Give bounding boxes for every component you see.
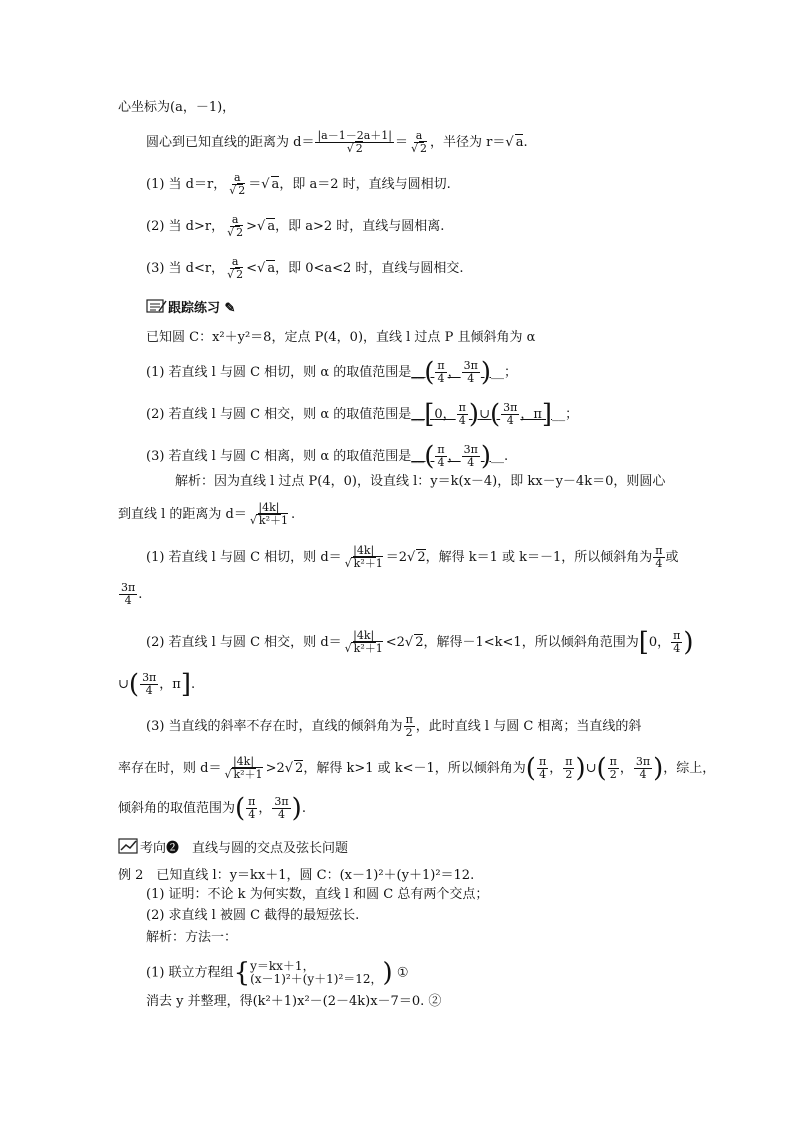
open-bracket: [	[638, 627, 649, 658]
text: 率存在时，则 d＝	[118, 761, 222, 776]
text-line	[146, 994, 441, 1010]
denominator: √ k²＋1	[344, 557, 383, 570]
text: .	[191, 677, 196, 692]
denominator: 4	[655, 557, 663, 570]
text-line: (2) 当 d>r， $\frac{a}{√ 2}$ >√ a，即 a>2 时，直线与圆相离.	[146, 213, 445, 239]
close-paren: )	[291, 793, 302, 824]
numerator: a	[231, 213, 239, 226]
section-title: 跟踪练习	[168, 301, 221, 316]
denominator: √ k²＋1	[224, 768, 263, 781]
radicand: k²＋1	[353, 642, 383, 655]
denominator: 4	[248, 808, 256, 821]
text: (1) 当 d＝r，	[146, 177, 227, 192]
denominator: √ 2	[229, 184, 246, 197]
equation-row: y＝kx＋1，	[250, 959, 315, 973]
text-line	[146, 930, 237, 946]
numerator: π	[437, 359, 445, 372]
text: .	[523, 135, 528, 150]
text: ，解得 k>1 或 k<－1，所以倾斜角为	[303, 761, 526, 776]
denominator: 4	[124, 594, 132, 607]
text-line	[146, 357, 518, 388]
numerator: 3π	[142, 671, 157, 684]
text: 0，	[434, 407, 456, 422]
radicand: a	[271, 177, 280, 192]
fraction	[501, 402, 519, 427]
close-paren: )	[468, 399, 480, 430]
text: ，π	[520, 407, 542, 422]
numerator: 3π	[274, 795, 289, 808]
text-line: (3) 当 d<r， $\frac{a}{√ 2}$ <√ a，即 0<a<2 时，直线与圆相交.	[146, 255, 464, 281]
fraction	[653, 545, 664, 570]
numerator: π	[609, 755, 617, 768]
text: (3) 当直线的斜率不存在时，直线的倾斜角为	[146, 719, 403, 734]
pen-icon: ✎	[224, 301, 236, 316]
text: __	[411, 365, 425, 380]
open-paren: (	[424, 357, 435, 388]
text: 心坐标为(a，－1)，	[118, 100, 236, 115]
text-line: (1) 若直线 l 与圆 C 相切，则 d＝ $\frac{|4k|}{\text{√ k²＋1}}$ ＝2√ 2，解得 k＝1 或 k＝－1，所以倾斜角为 $\frac{\pi}{4}$ 或	[146, 544, 679, 570]
denominator: 4	[437, 372, 445, 385]
radicand: 2	[417, 550, 426, 565]
radicand: 2	[236, 226, 244, 239]
open-paren: (	[596, 753, 607, 784]
text: (2) 当 d>r，	[146, 219, 225, 234]
section-header	[118, 838, 348, 859]
text-line	[146, 714, 641, 739]
fraction	[435, 360, 446, 385]
radicand: a	[515, 135, 524, 150]
text-line: 率存在时，则 d＝ $\frac{|4k|}{\text{√ k²＋1}}$ >2√ 2，解得 k>1 或 k<－1，所以倾斜角为( $\frac{\pi}{4}$ ， $\frac{\pi}{2}$ )∪( $\frac{\pi}{2}$ ， $\frac{3\pi}{4}$ )，综上，	[118, 753, 716, 784]
fraction	[462, 444, 480, 469]
numerator: π	[538, 755, 547, 768]
denominator: 2	[565, 768, 573, 781]
text: ，	[447, 365, 461, 380]
numerator: 3π	[635, 755, 651, 768]
text-line: (2) 若直线 l 与圆 C 相交，则 d＝ $\frac{|4k|}{\text{√ k²＋1}}$ <2√ 2，解得－1<k<1，所以倾斜角范围为[0， $\frac{\pi}{4}$ )	[146, 627, 694, 658]
text-line	[146, 887, 488, 903]
numerator: 3π	[463, 359, 478, 372]
numerator: |4k|	[353, 629, 375, 642]
text: ，综上，	[663, 761, 716, 776]
radicand: k²＋1	[233, 768, 263, 781]
text: (2) 若直线 l 与圆 C 相交，则 d＝	[146, 635, 342, 650]
text: .	[290, 507, 296, 522]
close-paren: )	[683, 627, 694, 658]
text: 圆心到已知直线的距离为 d＝	[146, 135, 315, 150]
text: >	[246, 219, 258, 234]
numerator: 3π	[463, 443, 478, 456]
numerator: π	[655, 544, 663, 557]
text: ，π	[159, 677, 181, 692]
numerator: a	[233, 171, 241, 184]
text: (2) 求直线 l 被圆 C 截得的最短弦长.	[146, 908, 360, 923]
open-bracket: [	[424, 399, 435, 430]
text-line	[118, 793, 306, 824]
text: ，此时直线 l 与圆 C 相离；当直线的斜	[415, 719, 642, 734]
denominator: √ k²＋1	[249, 514, 288, 527]
text: (1) 若直线 l 与圆 C 相切，则 α 的取值范围是	[146, 365, 412, 380]
text: 或	[665, 550, 679, 565]
fraction	[634, 756, 652, 781]
text-line	[146, 908, 359, 924]
numerator: π	[458, 401, 466, 414]
denominator: √ 2	[346, 142, 363, 155]
fraction	[248, 502, 290, 527]
fraction	[227, 172, 247, 197]
close-paren: )	[480, 441, 492, 472]
text: ，即 0<a<2 时，直线与圆相交.	[275, 261, 464, 276]
text: ∪	[585, 761, 597, 776]
open-paren: (	[235, 793, 246, 824]
fraction	[343, 630, 385, 655]
denominator: 4	[145, 684, 153, 697]
denominator: √ 2	[411, 142, 428, 155]
denominator: 4	[437, 456, 445, 469]
text: ∪	[479, 407, 490, 422]
numerator: |4k|	[232, 755, 255, 768]
numerator: π	[437, 443, 445, 456]
text: ，半径为 r＝	[430, 135, 506, 150]
answer-blank: __[0， $\frac{\pi}{4}$ )∪( $\frac{3\pi}{4}$ ，π]	[411, 399, 553, 430]
fraction	[343, 545, 385, 570]
fraction	[315, 130, 394, 155]
answer-blank	[411, 357, 492, 388]
fraction	[222, 756, 264, 781]
text: __；	[552, 407, 579, 422]
text-line	[146, 399, 579, 430]
fraction	[457, 402, 468, 427]
numerator: π	[673, 629, 681, 642]
text-line	[118, 582, 142, 607]
numerator: a	[415, 129, 423, 142]
denominator: 4	[458, 414, 466, 427]
fraction	[462, 360, 480, 385]
text: 已知圆 C：x²＋y²＝8，定点 P(4，0)，直线 l 过点 P 且倾斜角为 α	[146, 330, 536, 345]
fraction	[671, 630, 682, 655]
radicand: 2	[238, 184, 246, 197]
text: 倾斜角的取值范围为	[118, 801, 236, 816]
text-line	[175, 474, 665, 490]
radicand: a	[267, 261, 276, 276]
close-paren: )	[480, 357, 492, 388]
numerator: π	[565, 755, 573, 768]
radicand: 2	[355, 142, 363, 155]
numerator: 3π	[121, 581, 136, 594]
text: 到直线 l 的距离为 d＝	[118, 507, 247, 522]
text: >2	[265, 761, 285, 776]
text-line	[146, 441, 509, 472]
text-line	[118, 100, 235, 116]
text: ，即 a＝2 时，直线与圆相切.	[279, 177, 451, 192]
fraction	[140, 672, 158, 697]
text: __；	[491, 365, 518, 380]
radicand: k²＋1	[258, 514, 288, 527]
open-paren: (	[128, 669, 140, 700]
fraction	[225, 256, 245, 281]
open-paren: (	[489, 399, 501, 430]
numerator: |4k|	[353, 544, 375, 557]
denominator: 4	[278, 808, 286, 821]
text-line: (1) 当 d＝r， $\frac{a}{√ 2}$ ＝√ a，即 a＝2 时，直线与圆相切.	[146, 171, 451, 197]
denominator: 4	[539, 768, 547, 781]
radicand: 2	[295, 761, 304, 776]
text: 解析：方法一：	[146, 930, 238, 945]
denominator: 4	[467, 456, 475, 469]
open-brace: {	[233, 958, 251, 988]
denominator: 4	[639, 768, 647, 781]
numerator: 3π	[503, 401, 518, 414]
close-paren: )	[575, 753, 586, 784]
practice-icon	[146, 298, 168, 319]
fraction	[409, 130, 429, 155]
numerator: |a－1－2a＋1|	[317, 129, 392, 142]
text: <2	[385, 635, 405, 650]
text: ，解得 k＝1 或 k＝－1，所以倾斜角为	[425, 550, 653, 565]
denominator: 4	[506, 414, 514, 427]
section-title: 直线与圆的交点及弦长问题	[179, 841, 349, 856]
radicand: 2	[236, 268, 244, 281]
text: (1) 证明：不论 k 为何实数，直线 l 和圆 C 总有两个交点；	[146, 887, 489, 902]
text: ∪	[118, 677, 129, 692]
denominator: √ k²＋1	[344, 642, 383, 655]
text: ＝	[248, 177, 262, 192]
trend-icon	[118, 838, 140, 859]
text: <	[246, 261, 258, 276]
open-paren: (	[424, 441, 435, 472]
radicand: k²＋1	[353, 557, 383, 570]
close-bracket: ]	[541, 399, 553, 430]
answer-blank: __( $\frac{\pi}{4}$ ， $\frac{3\pi}{4}$ )	[411, 441, 492, 472]
denominator: √ 2	[227, 268, 244, 281]
fraction	[608, 756, 619, 781]
denominator: 2	[405, 726, 413, 739]
denominator: 2	[609, 768, 617, 781]
text: .	[138, 587, 143, 602]
text-line	[118, 502, 295, 527]
section-label: 考向	[140, 841, 167, 856]
text: ＝2	[385, 550, 408, 565]
close-bracket: ]	[180, 669, 191, 700]
numerator: π	[248, 795, 256, 808]
text: ，	[258, 801, 272, 816]
fraction	[225, 214, 245, 239]
text: 消去 y 并整理，得(k²＋1)x²－(2－4k)x－7＝0. ②	[146, 994, 442, 1009]
text: (3) 若直线 l 与圆 C 相离，则 α 的取值范围是	[146, 449, 412, 464]
equation-tag: ①	[396, 965, 409, 981]
text: 0，	[648, 635, 671, 650]
section-header	[146, 298, 235, 319]
radicand: a	[267, 219, 276, 234]
fraction	[537, 756, 548, 781]
text: (2) 若直线 l 与圆 C 相交，则 α 的取值范围是	[146, 407, 412, 422]
section-number: ❷	[166, 841, 180, 856]
fraction	[272, 796, 290, 821]
equation-row: (x－1)²＋(y＋1)²＝12，	[250, 972, 383, 986]
close-paren: )	[653, 753, 664, 784]
numerator: π	[405, 713, 413, 726]
denominator: 4	[467, 372, 475, 385]
fraction	[404, 714, 415, 739]
open-paren: (	[525, 753, 536, 784]
fraction	[563, 756, 574, 781]
text-line	[146, 960, 409, 986]
text: 例 2 已知直线 l：y＝kx＋1，圆 C：(x－1)²＋(y＋1)²＝12.	[118, 868, 475, 883]
text: ，解得－1<k<1，所以倾斜角范围为	[423, 635, 639, 650]
radicand: 2	[420, 142, 428, 155]
text: 解析：因为直线 l 过点 P(4，0)，设直线 l：y＝k(x－4)，即 kx－y－4k＝0，则圆心	[175, 474, 666, 489]
text: (1) 联立方程组	[146, 965, 234, 981]
close-paren: )	[382, 958, 393, 988]
text-line	[118, 669, 196, 700]
text: __.	[491, 449, 509, 464]
fraction	[119, 582, 137, 607]
text: ，即 a>2 时，直线与圆相离.	[275, 219, 445, 234]
equation-system	[234, 960, 393, 986]
fraction	[246, 796, 257, 821]
text-line	[146, 330, 535, 346]
numerator: |4k|	[258, 501, 280, 514]
text-line: 圆心到已知直线的距离为 d＝ $\frac{|a-1-2a+1|}{√ 2}$ ＝ $\frac{a}{√ 2}$ ，半径为 r＝√ a.	[146, 129, 528, 155]
text: (1) 若直线 l 与圆 C 相切，则 d＝	[146, 550, 342, 565]
numerator: a	[231, 255, 239, 268]
text: ＝	[395, 135, 409, 150]
text: ，	[549, 761, 563, 776]
text: .	[301, 801, 306, 816]
text: ，	[619, 761, 633, 776]
text-line	[118, 868, 474, 884]
denominator: √ 2	[227, 226, 244, 239]
radicand: 2	[415, 635, 424, 650]
text: (3) 当 d<r，	[146, 261, 225, 276]
fraction	[435, 444, 446, 469]
denominator: 4	[673, 642, 681, 655]
